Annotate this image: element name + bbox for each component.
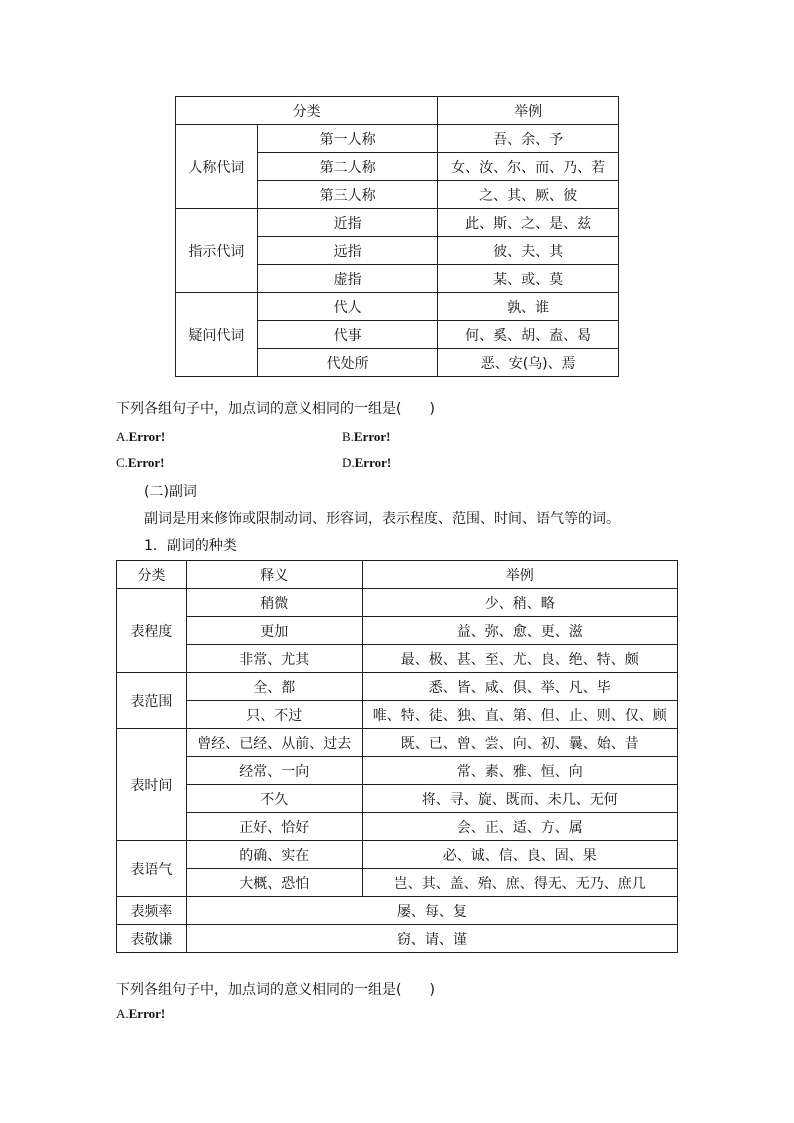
- examples-cell: 吾、余、予: [438, 125, 619, 153]
- meaning-cell: 的确、实在: [186, 841, 362, 869]
- table-row: [117, 813, 678, 841]
- option-text: Error!: [127, 455, 165, 470]
- examples-cell: 女、汝、尔、而、乃、若: [438, 153, 619, 181]
- type-cell: 代处所: [257, 349, 438, 377]
- table-row: [176, 125, 619, 153]
- option-letter: A.: [116, 429, 129, 444]
- examples-cell: 必、诚、信、良、固、果: [362, 841, 677, 869]
- type-cell: 代人: [257, 293, 438, 321]
- option-d: [342, 455, 391, 471]
- table-row: [117, 589, 678, 617]
- option-text: Error!: [128, 1006, 166, 1021]
- table-row: [117, 925, 678, 953]
- table-row: [117, 757, 678, 785]
- examples-cell: 彼、夫、其: [438, 237, 619, 265]
- table-header-row: [176, 97, 619, 125]
- examples-cell: 何、奚、胡、盍、曷: [438, 321, 619, 349]
- examples-cell: 会、正、适、方、属: [362, 813, 677, 841]
- option-text: Error!: [353, 429, 391, 444]
- examples-cell: 最、极、甚、至、尤、良、绝、特、颇: [362, 645, 677, 673]
- table-row: [117, 729, 678, 757]
- category-cell: 人称代词: [176, 125, 258, 209]
- examples-cell: 悉、皆、咸、俱、举、凡、毕: [362, 673, 677, 701]
- type-cell: 近指: [257, 209, 438, 237]
- category-cell: 疑问代词: [176, 293, 258, 377]
- meaning-cell: 大概、恐怕: [186, 869, 362, 897]
- option-text: Error!: [128, 429, 166, 444]
- examples-cell: 既、已、曾、尝、向、初、曩、始、昔: [362, 729, 677, 757]
- meaning-cell: 经常、一向: [186, 757, 362, 785]
- type-cell: 远指: [257, 237, 438, 265]
- option-a: [116, 429, 165, 445]
- option-letter: A.: [116, 1006, 129, 1021]
- section-subheading: 1．副词的种类: [144, 538, 237, 554]
- table-row: [117, 785, 678, 813]
- header-category: 分类: [176, 97, 438, 125]
- table-row: [117, 673, 678, 701]
- examples-cell: 唯、特、徒、独、直、第、但、止、则、仅、顾: [362, 701, 677, 729]
- examples-cell: 此、斯、之、是、兹: [438, 209, 619, 237]
- option-letter: B.: [342, 429, 354, 444]
- examples-cell: 岂、其、盖、殆、庶、得无、无乃、庶几: [362, 869, 677, 897]
- meaning-cell: 非常、尤其: [186, 645, 362, 673]
- category-cell: 表范围: [117, 673, 187, 729]
- examples-cell: 窃、请、谨: [186, 925, 677, 953]
- table-row: [117, 841, 678, 869]
- category-cell: 表时间: [117, 729, 187, 841]
- meaning-cell: 全、都: [186, 673, 362, 701]
- meaning-cell: 曾经、已经、从前、过去: [186, 729, 362, 757]
- examples-cell: 将、寻、旋、既而、未几、无何: [362, 785, 677, 813]
- category-cell: 指示代词: [176, 209, 258, 293]
- table-row: [117, 617, 678, 645]
- table-row: [117, 897, 678, 925]
- option-letter: D.: [342, 455, 355, 470]
- type-cell: 第二人称: [257, 153, 438, 181]
- category-cell: 表频率: [117, 897, 187, 925]
- examples-cell: 孰、谁: [438, 293, 619, 321]
- header-meaning: 释义: [186, 561, 362, 589]
- examples-cell: 益、弥、愈、更、滋: [362, 617, 677, 645]
- pronoun-table: [175, 96, 619, 377]
- type-cell: 第三人称: [257, 181, 438, 209]
- option-letter: C.: [116, 455, 128, 470]
- examples-cell: 少、稍、略: [362, 589, 677, 617]
- option-c: [116, 455, 165, 471]
- table-row: [117, 701, 678, 729]
- header-examples: 举例: [362, 561, 677, 589]
- examples-cell: 某、或、莫: [438, 265, 619, 293]
- option-text: Error!: [354, 455, 392, 470]
- category-cell: 表敬谦: [117, 925, 187, 953]
- meaning-cell: 稍微: [186, 589, 362, 617]
- examples-cell: 恶、安(乌)、焉: [438, 349, 619, 377]
- section-definition: 副词是用来修饰或限制动词、形容词，表示程度、范围、时间、语气等的词。: [144, 511, 620, 527]
- meaning-cell: 只、不过: [186, 701, 362, 729]
- header-examples: 举例: [438, 97, 619, 125]
- type-cell: 虚指: [257, 265, 438, 293]
- meaning-cell: 更加: [186, 617, 362, 645]
- category-cell: 表程度: [117, 589, 187, 673]
- examples-cell: 常、素、雅、恒、向: [362, 757, 677, 785]
- option-b: [342, 429, 391, 445]
- category-cell: 表语气: [117, 841, 187, 897]
- type-cell: 代事: [257, 321, 438, 349]
- meaning-cell: 正好、恰好: [186, 813, 362, 841]
- examples-cell: 之、其、厥、彼: [438, 181, 619, 209]
- question-prompt: 下列各组句子中，加点词的意义相同的一组是( ): [116, 982, 435, 998]
- section-heading: (二)副词: [144, 484, 197, 500]
- question-prompt: 下列各组句子中，加点词的意义相同的一组是( ): [116, 401, 435, 417]
- table-row: [117, 869, 678, 897]
- type-cell: 第一人称: [257, 125, 438, 153]
- examples-cell: 屡、每、复: [186, 897, 677, 925]
- header-category: 分类: [117, 561, 187, 589]
- option-a: [116, 1006, 165, 1022]
- table-row: [176, 293, 619, 321]
- adverb-table: [116, 560, 678, 953]
- meaning-cell: 不久: [186, 785, 362, 813]
- table-row: [117, 645, 678, 673]
- table-header-row: [117, 561, 678, 589]
- table-row: [176, 209, 619, 237]
